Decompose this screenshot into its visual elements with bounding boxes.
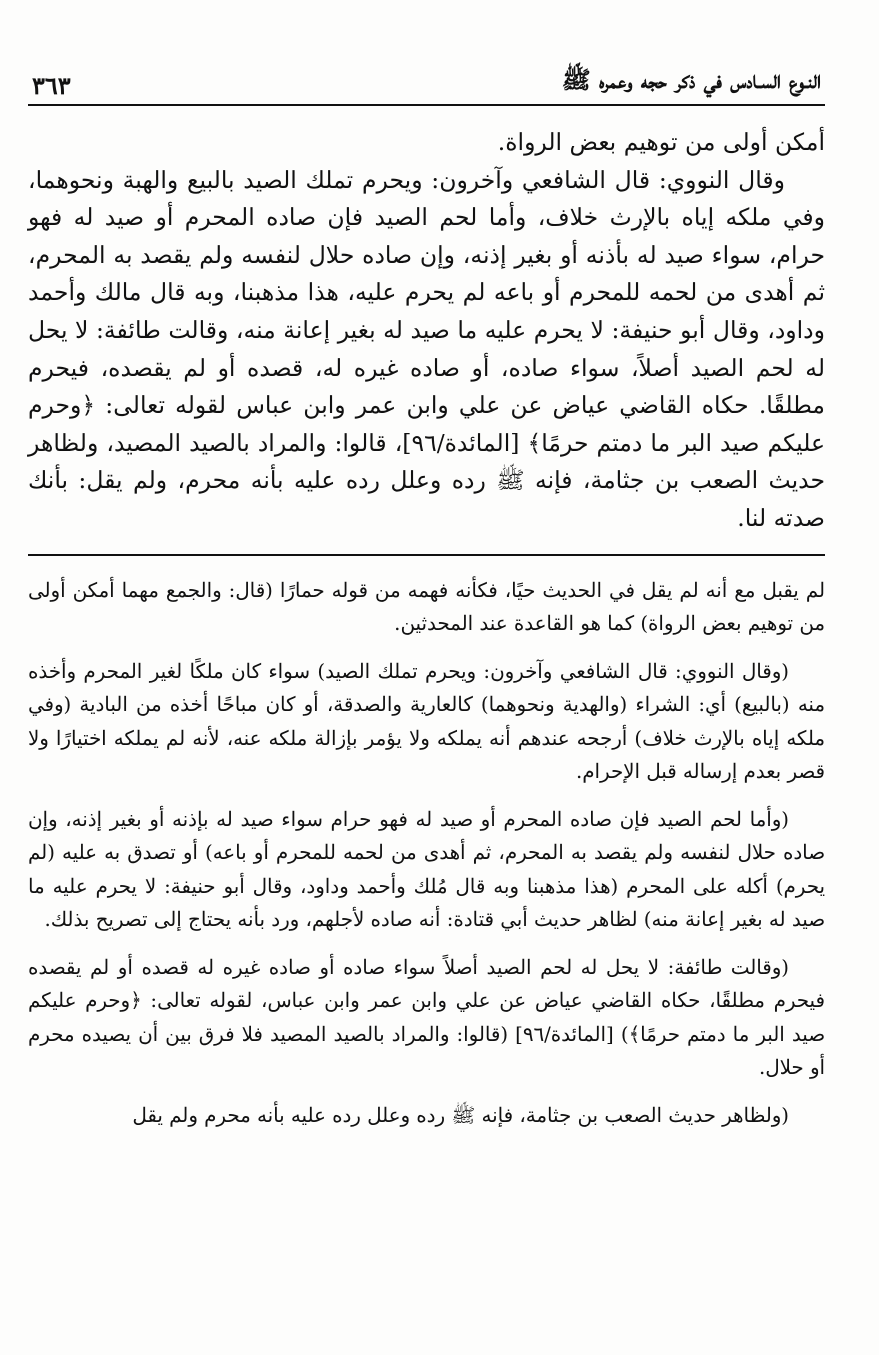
- main-paragraph: وقال النووي: قال الشافعي وآخرون: ويحرم تملك الصيد بالبيع والهبة ونحوهما، وفي ملكه إياه بالإرث خلاف، وأما لحم الصيد فإن صاده المحرم أو صيد له فهو حرام، سواء صيد له بأذنه أو بغير إذنه، وإن صاده حلال لنفسه ولم يقصد به المحرم، ثم أهدى من لحمه للمحرم أو باعه لم يحرم عليه، هذا مذهبنا، وبه قال مالك وأحمد وداود، وقال أبو حنيفة: لا يحرم عليه ما صيد له بغير إعانة منه، وقالت طائفة: لا يحل له لحم الصيد أصلاً، سواء صاده، أو صاده غيره له، قصده أو لم يقصده، فيحرم مطلقًا. حكاه القاضي عياض عن علي وابن عمر وابن عباس لقوله تعالى: ﴿وحرم عليكم صيد البر ما دمتم حرمًا﴾ [المائدة/٩٦]، قالوا: والمراد بالصيد المصيد، ولظاهر حديث الصعب بن جثامة، فإنه ﷺ رده وعلل رده عليه بأنه محرم، ولم يقل: بأنك صدته لنا.: [28, 165, 825, 532]
- page-number: ٣٦٣: [32, 71, 71, 100]
- running-title: النـوع السـادس في ذكر حجه وعمره ﷺ: [561, 65, 821, 94]
- main-text: [28, 124, 825, 538]
- commentary-paragraph: (وقال النووي: قال الشافعي وآخرون: ويحرم تملك الصيد) سواء كان ملكًا لغير المحرم وأخذه منه (بالبيع) أي: الشراء (والهدية ونحوهما) كالعارية والصدقة، أو كان مباحًا أخذه من البادية (وفي ملكه إياه بالإرث خلاف) أرجحه عندهم أنه يملكه ولا يؤمر بإزالة ملكه عنه، لأنه لم يملكه اختيارًا ولا قصر بعدم إرساله قبل الإحرام.: [28, 659, 825, 784]
- commentary-paragraph: لم يقبل مع أنه لم يقل في الحديث حيًا، فكأنه فهمه من قوله حمارًا (قال: والجمع مهما أمكن أولى من توهيم بعض الرواة) كما هو القاعدة عند المحدثين.: [28, 578, 825, 636]
- main-paragraph: أمكن أولى من توهيم بعض الرواة.: [497, 128, 825, 156]
- commentary-paragraph: (وأما لحم الصيد فإن صاده المحرم أو صيد له فهو حرام سواء صيد له بإذنه أو بغير إذنه، وإن صاده حلال لنفسه ولم يقصد به المحرم، ثم أهدى من لحمه للمحرم أو باعه) أو تصدق به عليه (لم يحرم) أكله على المحرم (هذا مذهبنا وبه قال مُلك وأحمد وداود، وقال أبو حنيفة: لا يحرم عليه ما صيد له بغير إعانة منه) لظاهر حديث أبي قتادة: أنه صاده لأجلهم، ورد بأنه يحتاج إلى تصريح بذلك.: [28, 807, 825, 932]
- commentary-divider: [28, 554, 825, 556]
- commentary-text: [28, 574, 825, 1133]
- commentary-paragraph: (وقالت طائفة: لا يحل له لحم الصيد أصلاً سواء صاده أو صاده غيره له قصده أو لم يقصده فيحرم مطلقًا، حكاه القاضي عياض عن علي وابن عمر وابن عباس، لقوله تعالى: ﴿وحرم عليكم صيد البر ما دمتم حرمًا﴾) [المائدة/٩٦] (قالوا: والمراد بالصيد المصيد فلا فرق بين أن يصيده محرم أو حلال.: [28, 955, 825, 1080]
- page-header: [28, 58, 825, 106]
- commentary-paragraph: (ولظاهر حديث الصعب بن جثامة، فإنه ﷺ رده وعلل رده عليه بأنه محرم ولم يقل: [132, 1103, 789, 1127]
